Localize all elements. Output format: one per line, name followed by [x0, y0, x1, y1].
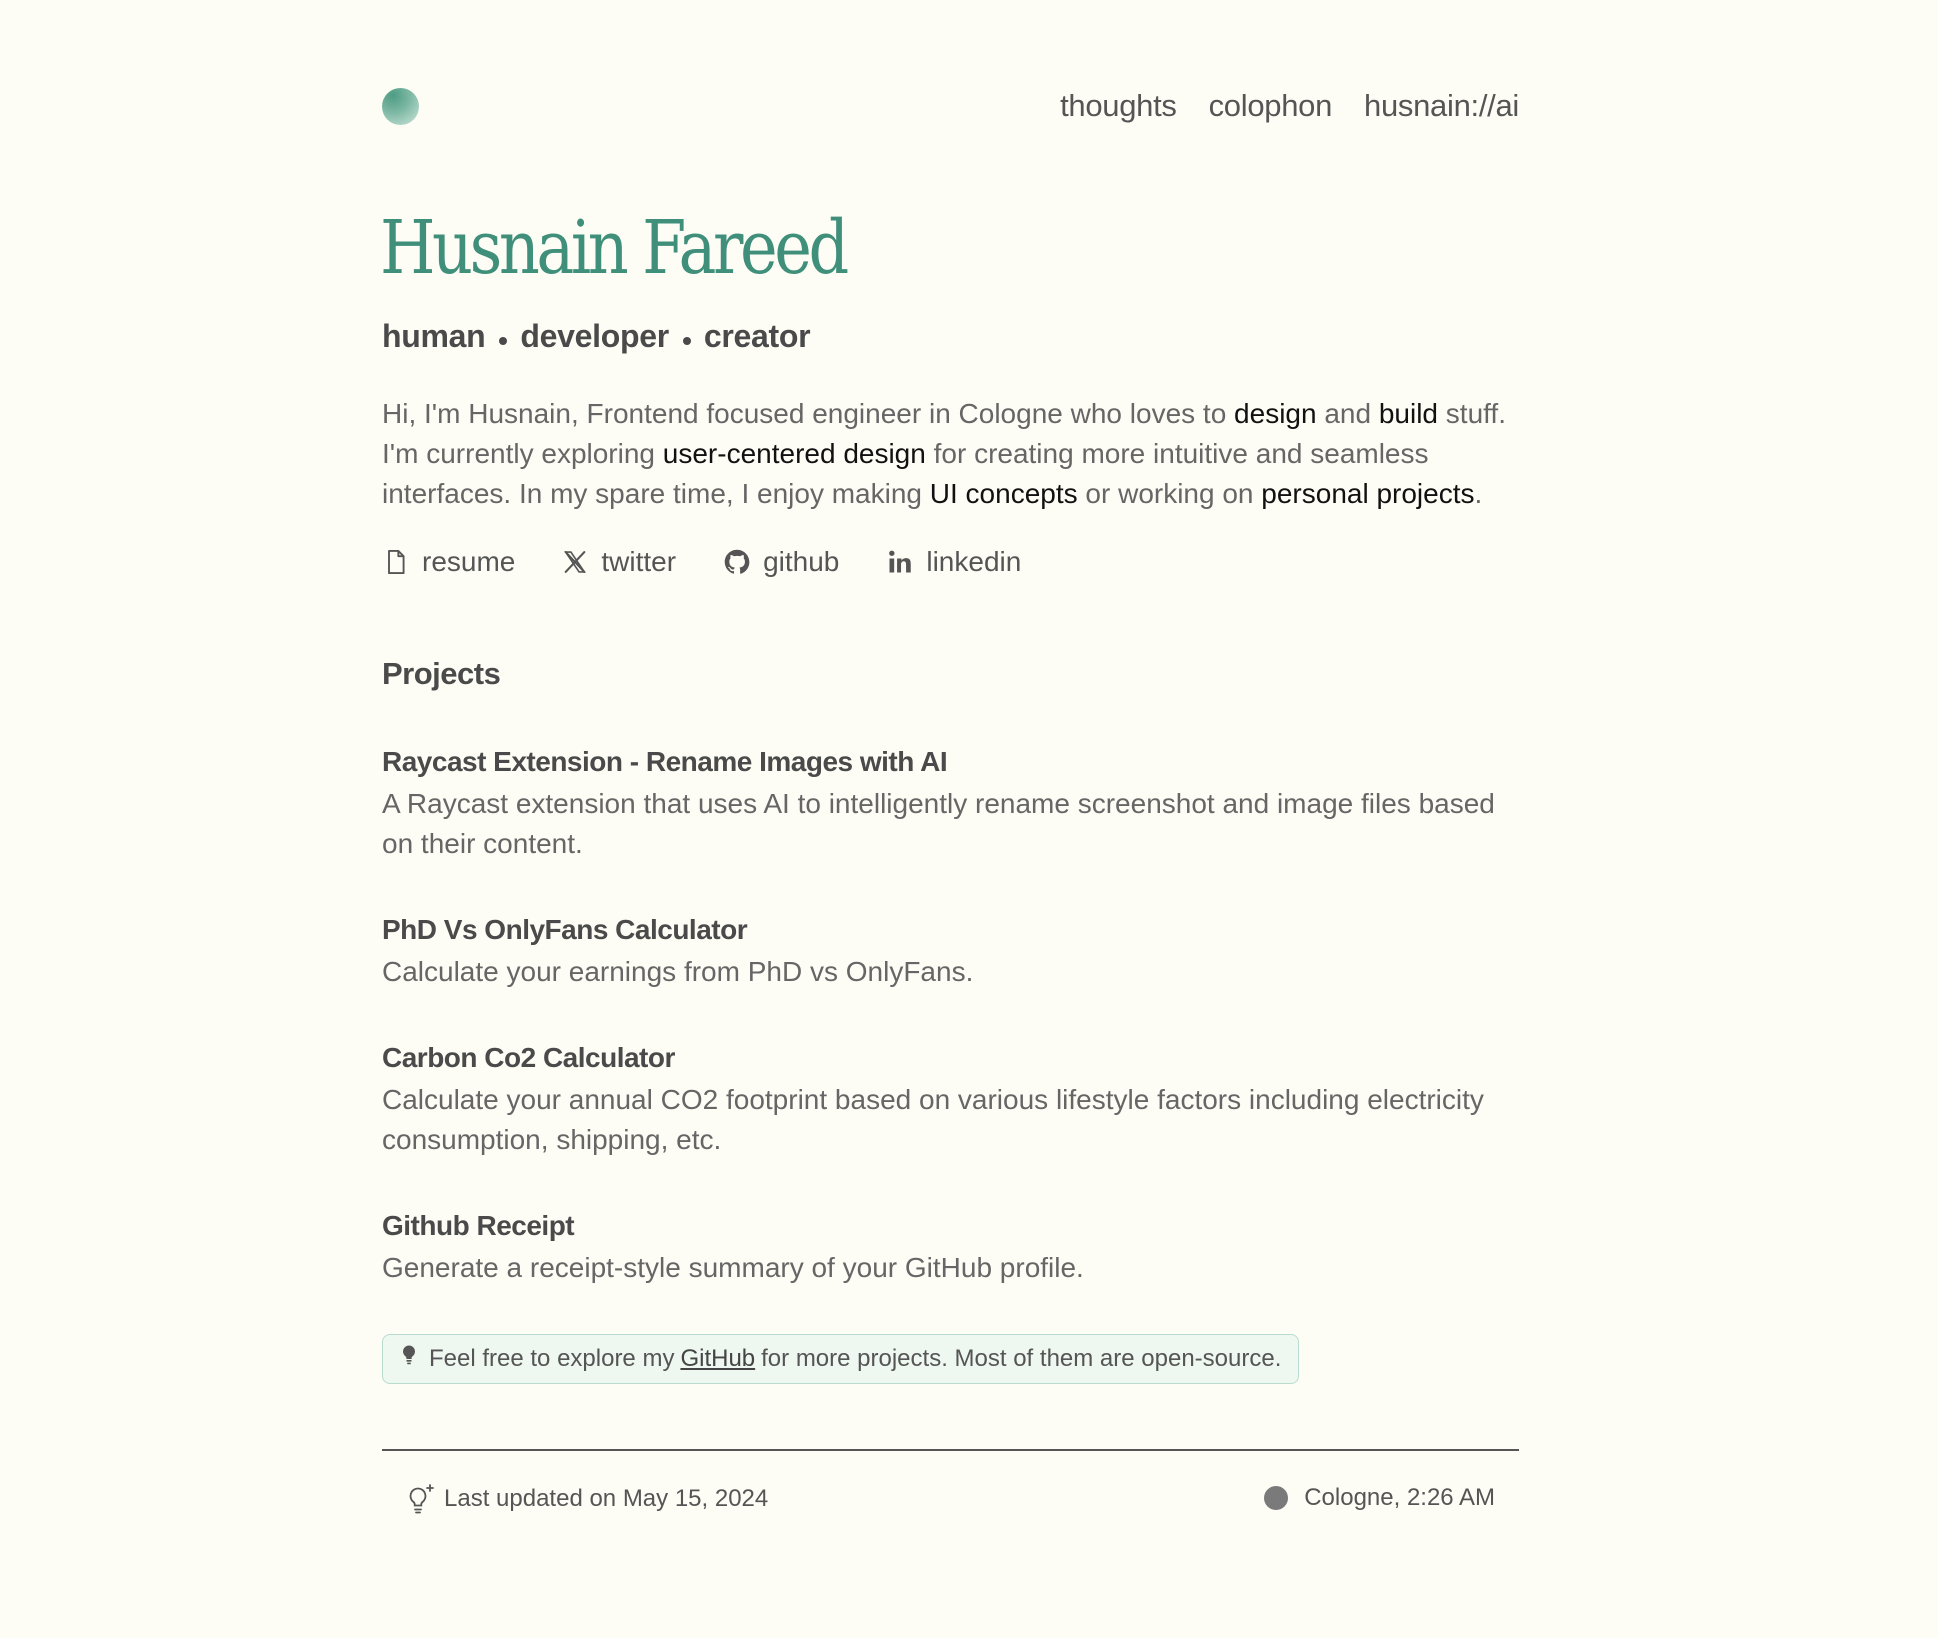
nav-husnain-ai[interactable]: husnain://ai [1364, 88, 1519, 123]
tagline-developer: developer [520, 318, 669, 354]
linkedin-label: linkedin [926, 546, 1022, 577]
project-description: Calculate your earnings from PhD vs OnlyFans. [382, 956, 974, 987]
header [382, 86, 1519, 130]
highlight-ui-concepts: UI concepts [929, 478, 1078, 509]
intro-text: for creating more intuitive and seamless interfaces. In my spare time, I enjoy making [382, 438, 1429, 509]
bullet-separator [499, 337, 507, 345]
github-callout [382, 1334, 1299, 1384]
intro-text: Hi, I'm Husnain, Frontend focused engineer in Cologne who loves to [382, 398, 1235, 429]
nav-colophon[interactable]: colophon [1208, 88, 1333, 123]
github-label: github [763, 546, 840, 577]
social-links [382, 546, 1021, 578]
linkedin-icon [886, 548, 914, 576]
project-description: A Raycast extension that uses AI to intelligently rename screenshot and image files based on their content. [382, 788, 1495, 859]
last-updated-text: Last updated on May 15, 2024 [444, 1485, 769, 1512]
twitter-label: twitter [601, 546, 677, 577]
intro-text: or working on [1077, 478, 1262, 509]
location-time-text: Cologne, 2:26 AM [1304, 1484, 1495, 1511]
projects-heading: Projects [382, 656, 501, 691]
highlight-personal-projects: personal projects [1261, 478, 1475, 509]
github-icon [723, 548, 751, 576]
linkedin-link[interactable] [886, 546, 1021, 578]
github-link[interactable] [723, 546, 839, 578]
callout-text-after: for more projects. Most of them are open-source. [761, 1345, 1282, 1372]
project-item[interactable] [382, 744, 1512, 864]
bullet-separator [683, 337, 691, 345]
project-title: Carbon Co2 Calculator [382, 1042, 675, 1073]
tagline-creator: creator [703, 318, 811, 354]
resume-label: resume [422, 546, 516, 577]
project-item[interactable] [382, 1208, 1512, 1288]
x-icon [561, 548, 589, 576]
resume-link[interactable] [382, 546, 515, 578]
intro-text: stuff. I'm currently exploring [382, 398, 1506, 469]
top-nav [1060, 88, 1519, 124]
project-description: Calculate your annual CO2 footprint based on various lifestyle factors including electricity consumption, shipping, etc. [382, 1084, 1484, 1155]
project-description: Generate a receipt-style summary of your GitHub profile. [382, 1252, 1084, 1283]
highlight-build: build [1378, 398, 1439, 429]
project-title: PhD Vs OnlyFans Calculator [382, 914, 748, 945]
tagline [382, 318, 810, 355]
last-updated [406, 1483, 768, 1515]
lightbulb-icon [399, 1344, 419, 1366]
highlight-user-centered-design: user-centered design [662, 438, 926, 469]
location-time [1264, 1484, 1495, 1512]
file-icon [382, 548, 410, 576]
page-title: Husnain Fareed [380, 205, 846, 291]
project-title: Github Receipt [382, 1210, 575, 1241]
highlight-design: design [1234, 398, 1317, 429]
intro-paragraph [382, 394, 1512, 514]
footer-divider [382, 1449, 1519, 1451]
twitter-link[interactable] [561, 546, 676, 578]
callout-github-link[interactable]: GitHub [680, 1345, 756, 1372]
project-title: Raycast Extension - Rename Images with AI [382, 746, 948, 777]
nav-thoughts[interactable]: thoughts [1060, 88, 1177, 123]
callout-text-before: Feel free to explore my [429, 1345, 675, 1372]
lightbulb-sparkle-icon [406, 1483, 436, 1515]
status-dot-icon [1264, 1486, 1288, 1510]
intro-text: and [1316, 398, 1379, 429]
tagline-human: human [382, 318, 486, 354]
project-item[interactable] [382, 912, 1512, 992]
intro-text: . [1474, 478, 1483, 509]
logo-avatar[interactable] [382, 88, 419, 125]
project-item[interactable] [382, 1040, 1512, 1160]
